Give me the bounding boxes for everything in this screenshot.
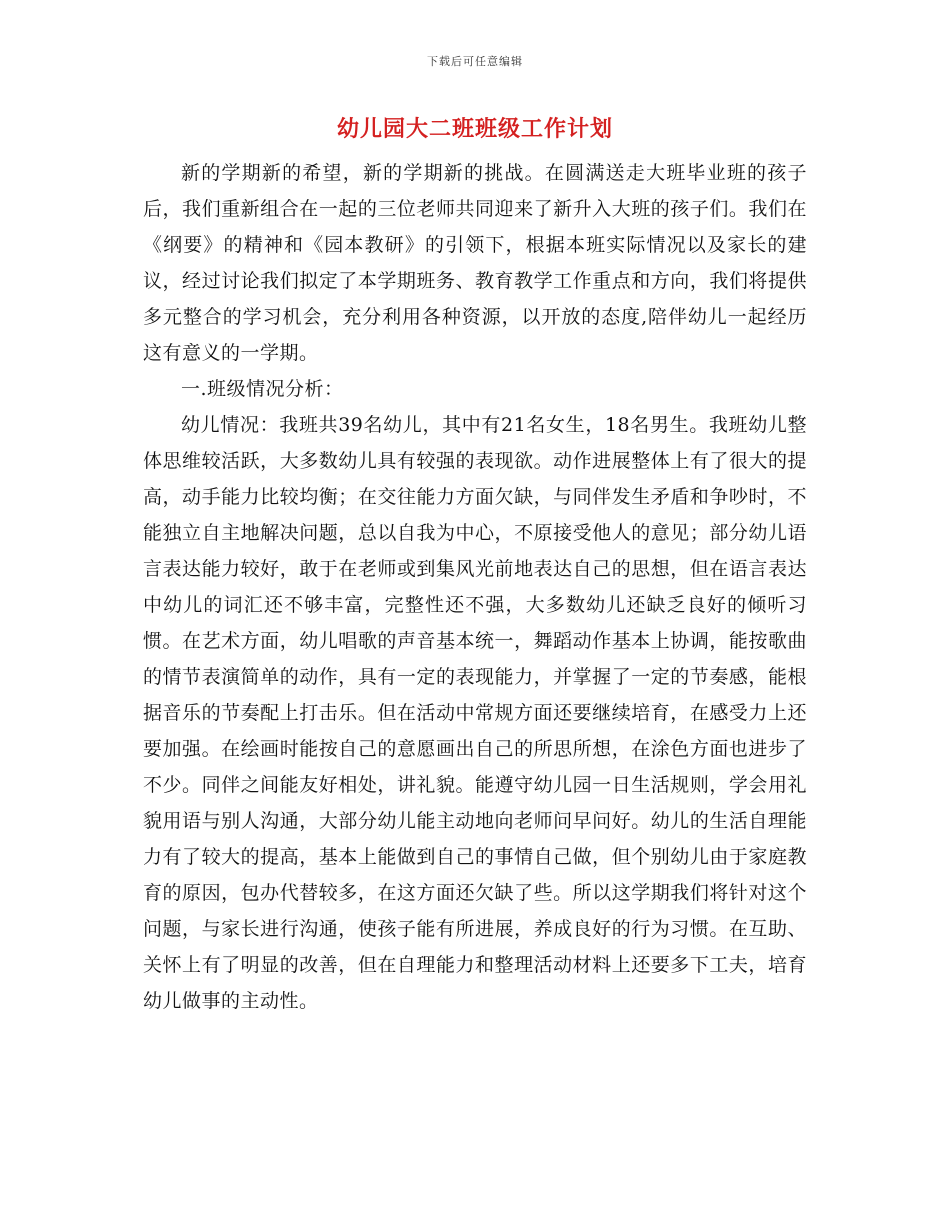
paragraph-intro: 新的学期新的希望，新的学期新的挑战。在圆满送走大班毕业班的孩子后，我们重新组合在一起的三位老师共同迎来了新升入大班的孩子们。我们在《纲要》的精神和《园本教研》的引领下，根据本班实际情况以及家长的建议，经过讨论我们拟定了本学期班务、教育教学工作重点和方向，我们将提供多元整合的学习机会，充分利用各种资源，以开放的态度,陪伴幼儿一起经历这有意义的一学期。 xyxy=(143,162,807,364)
section-heading-class-analysis: 一.班级情况分析： xyxy=(181,378,344,400)
header-note: 下载后可任意编辑 xyxy=(427,55,523,68)
paragraph-children-situation: 幼儿情况：我班共39名幼儿，其中有21名女生，18名男生。我班幼儿整体思维较活跃，大多数幼儿具有较强的表现欲。动作进展整体上有了很大的提高，动手能力比较均衡；在交往能力方面欠缺，与同伴发生矛盾和争吵时，不能独立自主地解决问题，总以自我为中心，不原接受他人的意见；部分幼儿语言表达能力较好，敢于在老师或到集风光前地表达自己的思想，但在语言表达中幼儿的词汇还不够丰富，完整性还不强，大多数幼儿还缺乏良好的倾听习惯。在艺术方面，幼儿唱歌的声音基本统一，舞蹈动作基本上协调，能按歌曲的情节表演简单的动作，具有一定的表现能力，并掌握了一定的节奏感，能根据音乐的节奏配上打击乐。但在活动中常规方面还要继续培育，在感受力上还要加强。在绘画时能按自己的意愿画出自己的所思所想，在涂色方面也进步了不少。同伴之间能友好相处，讲礼貌。能遵守幼儿园一日生活规则，学会用礼貌用语与别人沟通，大部分幼儿能主动地向老师问早问好。幼儿的生活自理能力有了较大的提高，基本上能做到自己的事情自己做，但个别幼儿由于家庭教育的原因，包办代替较多，在这方面还欠缺了些。所以这学期我们将针对这个问题，与家长进行沟通，使孩子能有所进展，养成良好的行为习惯。在互助、关怀上有了明显的改善，但在自理能力和整理活动材料上还要多下工夫，培育幼儿做事的主动性。 xyxy=(143,414,807,1012)
document-body xyxy=(143,155,807,1019)
document-title: 幼儿园大二班班级工作计划 xyxy=(336,116,613,142)
